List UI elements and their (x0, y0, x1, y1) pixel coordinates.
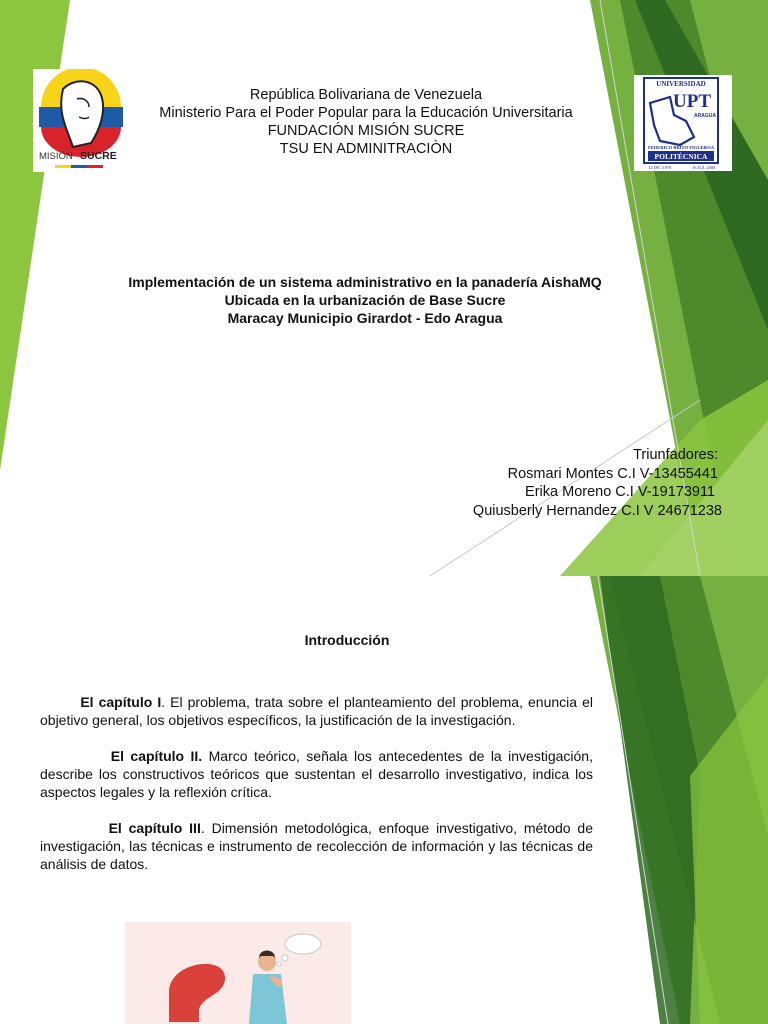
institution-header (110, 86, 622, 158)
header-line-1: República Bolivariana de Venezuela (249, 87, 483, 103)
author-1: Rosmari Montes C.I V-13455441 (507, 465, 718, 482)
authors-block (473, 446, 722, 520)
upt-top-text: UNIVERSIDAD (656, 80, 706, 88)
upt-date-left: 12 DIC 1976 (648, 165, 672, 170)
chapter-3-lead: El capítulo III (108, 820, 201, 836)
chapter-3-text: . Dimensión metodológica, enfoque investigativo, método de investigación, las técnicas e instrumento de recolección de información y las técnicas de análisis de datos. (40, 820, 593, 872)
slide-title: Introducción (304, 632, 390, 648)
upt-name-text: FEDERICO BRITO FIGUEROA (647, 145, 715, 150)
upt-politecnica-text: POLITÉCNICA (654, 152, 708, 161)
upt-state-text: ARAGUA (694, 113, 716, 119)
chapter-2-lead: El capítulo II. (110, 748, 203, 764)
chapter-1-lead: El capítulo I (80, 694, 162, 710)
thought-bubble-icon (285, 934, 321, 954)
upt-logo (634, 75, 732, 171)
chapter-1-text: . El problema, trata sobre el planteamiento del problema, enuncia el objetivo general, los objetivos específicos, la justificación de la investigación. (40, 694, 593, 728)
author-2: Erika Moreno C.I V-19173911 (525, 484, 715, 500)
author-3: Quiusberly Hernandez C.I V 24671238 (472, 502, 722, 519)
title-line-3: Maracay Municipio Girardot - Edo Aragua (227, 310, 503, 326)
logo-text-mision: MISIÓN (39, 151, 73, 162)
question-mark-icon (169, 964, 225, 1022)
header-line-4: TSU EN ADMINITRACIÒN (279, 141, 453, 157)
authors-heading: Triunfadores: (633, 447, 718, 463)
chapter-1-paragraph (40, 693, 593, 729)
header-line-2: Ministerio Para el Poder Popular para la Educación Universitaria (159, 105, 573, 121)
chapter-2-text: Marco teórico, señala los antecedentes de la investigación, describe los constructivos teóricos que sustentan el desarrollo investigativo, indica los aspectos legales y la reflexión crítica. (40, 748, 593, 800)
title-line-2: Ubicada en la urbanización de Base Sucre (224, 292, 506, 308)
upt-date-right: 16 JUL 2008 (692, 165, 716, 170)
chapter-2-paragraph (40, 747, 593, 801)
thinking-person-illustration (125, 922, 351, 1024)
chapter-3-paragraph (40, 819, 593, 873)
upt-acronym: UPT (673, 91, 711, 112)
header-line-3: FUNDACIÓN MISIÓN SUCRE (267, 123, 465, 139)
logo-text-sucre: SUCRE (80, 150, 117, 162)
title-line-1: Implementación de un sistema administrativo en la panadería AishaMQ (128, 274, 602, 290)
project-title (60, 273, 670, 327)
introduction-slide (0, 576, 768, 1024)
